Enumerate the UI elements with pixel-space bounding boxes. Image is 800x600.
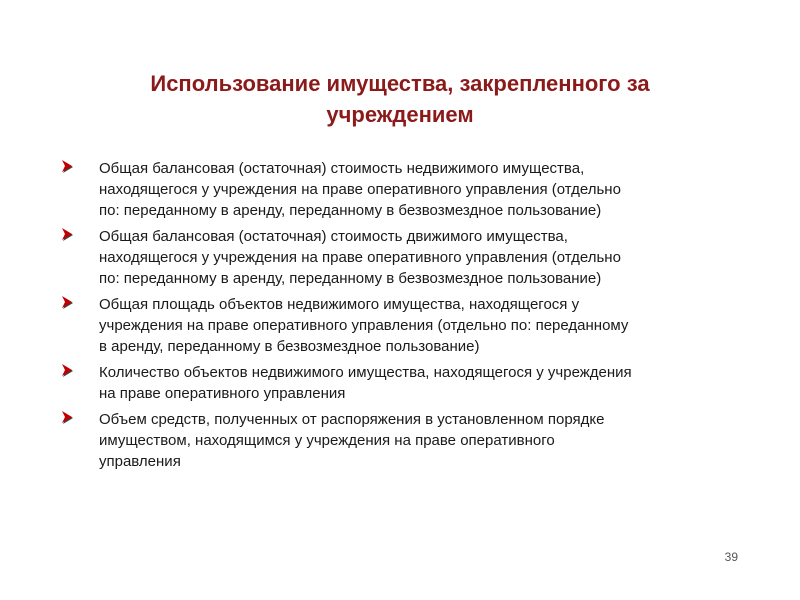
bullet-item	[60, 158, 750, 221]
slide-title	[60, 68, 740, 130]
bullet-text-line: в аренду, переданному в безвозмездное пользование)	[99, 338, 480, 355]
bullet-text-line: по: переданному в аренду, переданному в безвозмездное пользование)	[99, 270, 602, 287]
bullet-text-line: находящегося у учреждения на праве оперативного управления (отдельно	[99, 181, 621, 198]
arrow-bullet-icon	[60, 409, 74, 425]
bullet-item	[60, 226, 750, 289]
bullet-text-line: Общая балансовая (остаточная) стоимость движимого имущества,	[99, 228, 568, 245]
bullet-text-line: Количество объектов недвижимого имущества, находящегося у учреждения	[99, 364, 632, 381]
bullet-text-line: Общая площадь объектов недвижимого имущества, находящегося у	[99, 296, 580, 313]
bullet-text-line: находящегося у учреждения на праве оперативного управления (отдельно	[99, 249, 621, 266]
bullet-text-line: по: переданному в аренду, переданному в безвозмездное пользование)	[99, 202, 602, 219]
slide-title-line-1: Использование имущества, закрепленного за	[150, 71, 650, 96]
arrow-bullet-icon	[60, 226, 74, 242]
page-number: 39	[724, 550, 738, 564]
bullet-text-line: управления	[99, 453, 181, 470]
bullet-item	[60, 362, 750, 404]
bullet-text-line: Общая балансовая (остаточная) стоимость недвижимого имущества,	[99, 160, 585, 177]
arrow-bullet-icon	[60, 362, 74, 378]
bullet-text-line: Объем средств, полученных от распоряжения в установленном порядке	[99, 411, 605, 428]
bullet-text-line: учреждения на праве оперативного управления (отдельно по: переданному	[99, 317, 629, 334]
bullet-item	[60, 409, 750, 472]
slide-title-line-2: учреждением	[326, 102, 474, 127]
arrow-bullet-icon	[60, 294, 74, 310]
bullet-item	[60, 294, 750, 357]
bullet-list	[60, 158, 750, 477]
bullet-text-line: на праве оперативного управления	[99, 385, 346, 402]
bullet-text-line: имуществом, находящимся у учреждения на праве оперативного	[99, 432, 555, 449]
arrow-bullet-icon	[60, 158, 74, 174]
